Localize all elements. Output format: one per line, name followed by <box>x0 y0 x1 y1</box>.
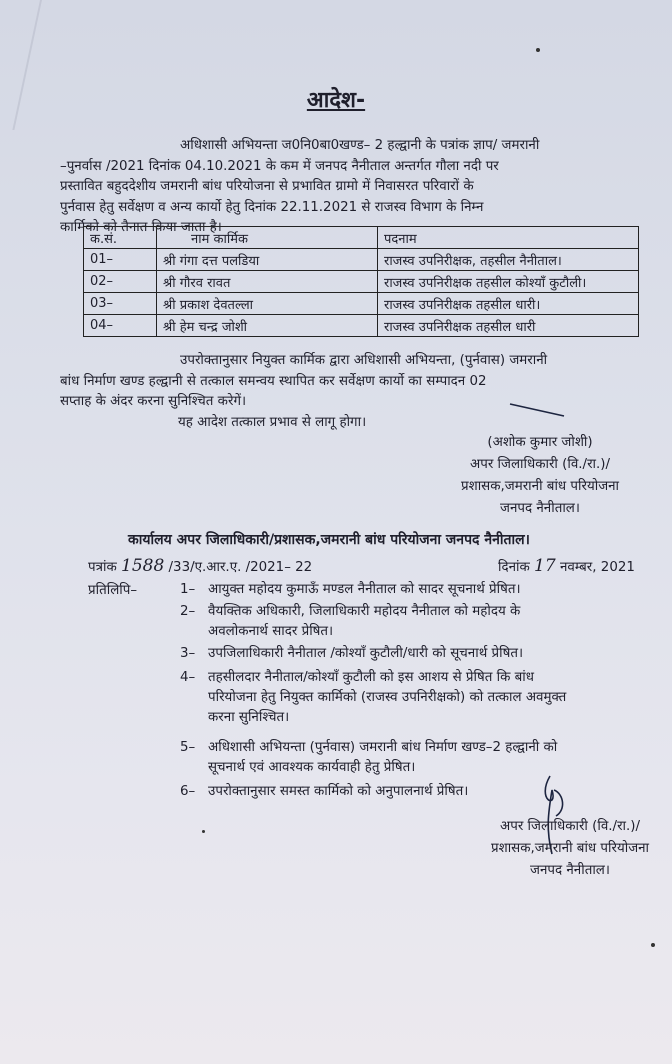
paragraph-line: प्रस्तावित बहुददेशीय जमरानी बांध परियोजना से प्रभावित ग्रामो में निवासरत परिवारों के <box>60 179 474 194</box>
copy-list-item <box>180 602 640 642</box>
list-number: 1– <box>180 582 196 597</box>
list-text: आयुक्त महोदय कुमाऊँ मण्डल नैनीताल को सादर सूचनार्थ प्रेषित। <box>208 582 521 597</box>
reference-number <box>88 556 312 576</box>
list-text: सूचनार्थ एवं आवश्यक कार्यवाही हेतु प्रेषित। <box>208 760 416 775</box>
signatory-district: जनपद नैनीताल। <box>500 501 580 516</box>
table-cell: 04– <box>84 315 157 337</box>
ink-dot <box>536 48 540 52</box>
table-cell: श्री प्रकाश देवतल्ला <box>157 293 378 315</box>
letter-date <box>498 556 635 576</box>
list-text: उपजिलाधिकारी नैनीताल /कोश्यॉं कुटौली/धारी को सूचनार्थ प्रेषित। <box>208 646 524 661</box>
signature-stroke <box>508 398 568 420</box>
list-number: 5– <box>180 740 196 755</box>
office-heading: कार्यालय अपर जिलाधिकारी/प्रशासक,जमरानी बांध परियोजना जनपद नैनीताल। <box>128 532 530 548</box>
handwritten-day: 17 <box>534 556 556 576</box>
signatory-office: प्रशासक,जमरानी बांध परियोजना <box>490 841 650 856</box>
table-cell: राजस्व उपनिरीक्षक तहसील धारी <box>378 315 639 337</box>
paragraph-line: यह आदेश तत्काल प्रभाव से लागू होगा। <box>178 414 367 430</box>
table-header-cell: क.सं. <box>84 227 157 249</box>
paragraph-line: अधिशासी अभियन्ता ज0नि0बा0खण्ड– 2 हल्द्वानी के पत्रांक ज्ञाप/ जमरानी <box>180 138 540 153</box>
list-text: उपरोक्तानुसार समस्त कार्मिको को अनुपालनार्थ प्रेषित। <box>208 784 469 799</box>
order-title: आदेश- <box>306 88 366 113</box>
order-paragraph-1 <box>60 136 636 239</box>
list-text: तहसीलदार नैनीताल/कोश्यॉं कुटौली को इस आशय से प्रेषित कि बांध <box>208 670 535 685</box>
signature-block-1 <box>440 432 640 520</box>
table-cell: 02– <box>84 271 157 293</box>
paragraph-line: बांध निर्माण खण्ड हल्द्वानी से तत्काल समन्वय स्थापित कर सर्वेक्षण कार्यो का सम्पादन 02 <box>60 373 487 389</box>
signatory-district: जनपद नैनीताल। <box>530 863 610 878</box>
signatory-name: (अशोक कुमार जोशी) <box>487 435 593 450</box>
list-number: 2– <box>180 604 196 619</box>
staff-table <box>83 226 639 337</box>
ink-dot <box>202 830 205 833</box>
table-row <box>84 271 639 293</box>
table-cell: श्री हेम चन्द्र जोशी <box>157 315 378 337</box>
table-cell: राजस्व उपनिरीक्षक तहसील धारी। <box>378 293 639 315</box>
copy-list-item <box>180 580 640 600</box>
table-row <box>84 249 639 271</box>
copy-list-item <box>180 644 640 664</box>
signatory-designation: अपर जिलाधिकारी (वि./रा.)/ <box>469 457 611 472</box>
copy-to-label: प्रतिलिपि– <box>88 583 138 598</box>
table-cell: राजस्व उपनिरीक्षक तहसील कोश्यॉं कुटौली। <box>378 271 639 293</box>
paragraph-line: पुर्नवास हेतु सर्वेक्षण व अन्य कार्यो हेतु दिनांक 22.11.2021 से राजस्व विभाग के निम्न <box>60 199 484 215</box>
list-number: 4– <box>180 670 196 685</box>
table-cell: 01– <box>84 249 157 271</box>
signature-block-2 <box>470 816 670 882</box>
list-text: अवलोकनार्थ सादर प्रेषित। <box>208 624 334 639</box>
paragraph-line: सप्ताह के अंदर करना सुनिश्चित करेगें। <box>60 394 247 409</box>
paragraph-line: उपरोक्तानुसार नियुक्त कार्मिक द्वारा अधिशासी अभियन्ता, (पुर्नवास) जमरानी <box>180 353 548 368</box>
reference-label: पत्रांक <box>88 560 117 575</box>
table-cell: राजस्व उपनिरीक्षक, तहसील नैनीताल। <box>378 249 639 271</box>
table-header-cell: पदनाम <box>378 227 639 249</box>
ink-dot <box>651 943 655 947</box>
table-cell: श्री गौरव रावत <box>157 271 378 293</box>
date-month-year: नवम्बर, 2021 <box>559 560 635 575</box>
table-row <box>84 293 639 315</box>
paragraph-line: –पुनर्वास /2021 दिनांक 04.10.2021 के कम में जनपद नैनीताल अन्तर्गत गौला नदी पर <box>60 158 499 174</box>
list-text: अधिशासी अभियन्ता (पुर्नवास) जमरानी बांध निर्माण खण्ड–2 हल्द्वानी को <box>208 740 558 755</box>
signatory-office: प्रशासक,जमरानी बांध परियोजना <box>460 479 620 494</box>
order-paragraph-2 <box>60 351 636 433</box>
table-header-cell: नाम कार्मिक <box>157 227 378 249</box>
reference-suffix: /33/ए.आर.ए. /2021– 22 <box>168 560 313 575</box>
list-text: करना सुनिश्चित। <box>208 710 290 725</box>
date-label: दिनांक <box>498 560 530 575</box>
copy-list-item <box>180 668 640 728</box>
table-cell: श्री गंगा दत्त पलडिया <box>157 249 378 271</box>
table-cell: 03– <box>84 293 157 315</box>
list-number: 3– <box>180 646 196 661</box>
table-header-row <box>84 227 639 249</box>
handwritten-number: 1588 <box>121 556 165 576</box>
table-row <box>84 315 639 337</box>
list-text: परियोजना हेतु नियुक्त कार्मिको (राजस्व उपनिरीक्षको) को तत्काल अवमुक्त <box>208 690 567 705</box>
paragraph-line: कार्मिको को तैनात किया जाता है। <box>60 220 222 235</box>
list-text: वैयक्तिक अधिकारी, जिलाधिकारी महोदय नैनीताल को महोदय के <box>208 604 521 619</box>
list-number: 6– <box>180 784 196 799</box>
signatory-designation: अपर जिलाधिकारी (वि./रा.)/ <box>499 819 641 834</box>
